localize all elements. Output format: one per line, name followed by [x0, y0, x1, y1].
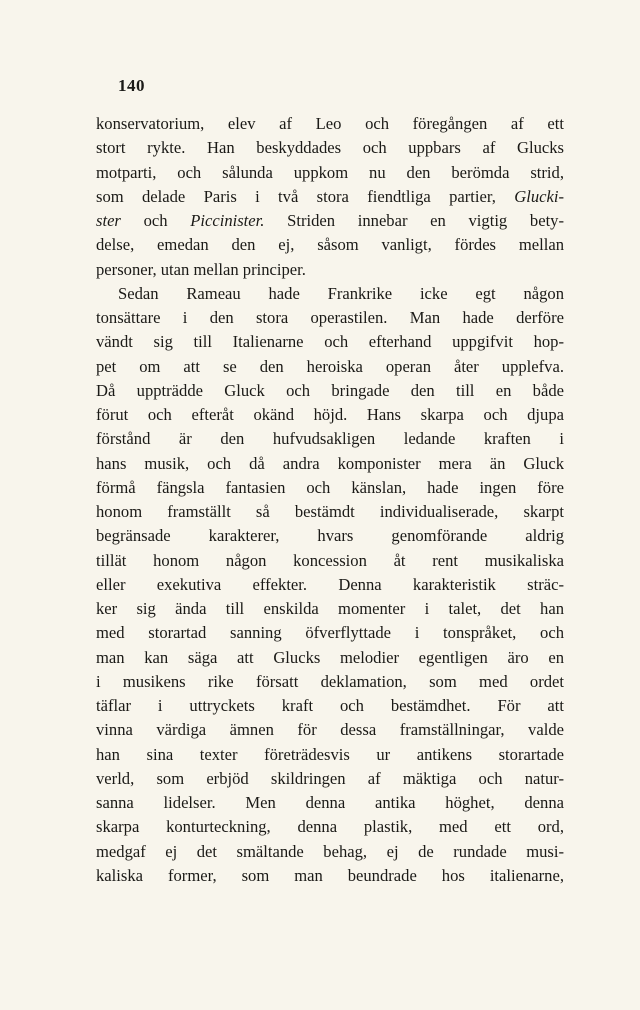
text-line: tonsättare i den stora operastilen. Man hade derföre — [96, 308, 564, 327]
text-line: Då uppträdde Gluck och bringade den till en både — [96, 380, 564, 400]
text-line: ker sig ända till enskilda momenter i talet, det han — [96, 599, 564, 618]
text-segment: och — [143, 211, 168, 230]
text-line: man kan säga att Glucks melodier egentligen äro en — [96, 647, 564, 667]
text-line: kaliska former, som man beundrade hos italienarne, — [96, 865, 564, 885]
text-line: personer, utan mellan principer. — [96, 259, 306, 279]
text-line: sanna lidelser. Men denna antika höghet, denna — [96, 793, 564, 812]
text-line: eller exekutiva effekter. Denna karakteristik sträc- — [96, 574, 564, 594]
text-line: pet om att se den heroiska operan åter upplefva. — [96, 356, 564, 376]
text-line: med storartad sanning öfverflyttade i tonspråket, och — [96, 623, 564, 643]
text-line: skarpa konturteckning, denna plastik, med ett ord, — [96, 817, 564, 837]
text-line: motparti, och sålunda uppkom nu den berömda strid, — [96, 162, 564, 182]
italic-term: Piccinister. — [190, 211, 265, 230]
text-line: verld, som erbjöd skildringen af mäktiga och natur- — [96, 768, 564, 788]
text-segment: Striden innebar en vigtig bety- — [287, 211, 564, 230]
text-line — [96, 209, 564, 233]
text-line: han sina texter företrädesvis ur antikens storartade — [96, 744, 564, 764]
text-line: i musikens rike försatt deklamation, som med ordet — [96, 671, 564, 691]
text-line: delse, emedan den ej, såsom vanligt, fördes mellan — [96, 235, 564, 255]
text-line — [96, 185, 564, 209]
text-line: förstånd är den hufvudsakligen ledande kraften i — [96, 429, 564, 449]
text-line: vändt sig till Italienarne och efterhand uppgifvit hop- — [96, 332, 564, 352]
body-text — [96, 112, 564, 888]
text-line: hans musik, och då andra komponister mera än Gluck — [96, 453, 564, 473]
page-number: 140 — [118, 76, 145, 95]
text-line: begränsade karakterer, hvars genomförande aldrig — [96, 526, 564, 546]
text-line: Sedan Rameau hade Frankrike icke egt någon — [118, 283, 564, 303]
text-line: förut och efteråt okänd höjd. Hans skarpa och djupa — [96, 405, 564, 424]
text-segment: som delade Paris i två stora fiendtliga partier, — [96, 186, 496, 206]
text-line: vinna värdiga ämnen för dessa framställningar, valde — [96, 720, 564, 740]
italic-term: ster — [96, 211, 121, 230]
text-line: stort rykte. Han beskyddades och uppbars af Glucks — [96, 138, 564, 158]
italic-term: Glucki- — [514, 186, 564, 206]
text-line: honom framställt så bestämdt individualiserade, skarpt — [96, 502, 564, 521]
text-line: tillät honom någon koncession åt rent musikaliska — [96, 550, 564, 570]
text-line: konservatorium, elev af Leo och föregången af ett — [96, 114, 564, 133]
text-line: medgaf ej det smältande behag, ej de rundade musi- — [96, 841, 564, 861]
text-line: förmå fängsla fantasien och känslan, hade ingen före — [96, 477, 564, 497]
text-line: täflar i uttryckets kraft och bestämdhet. För att — [96, 696, 564, 715]
